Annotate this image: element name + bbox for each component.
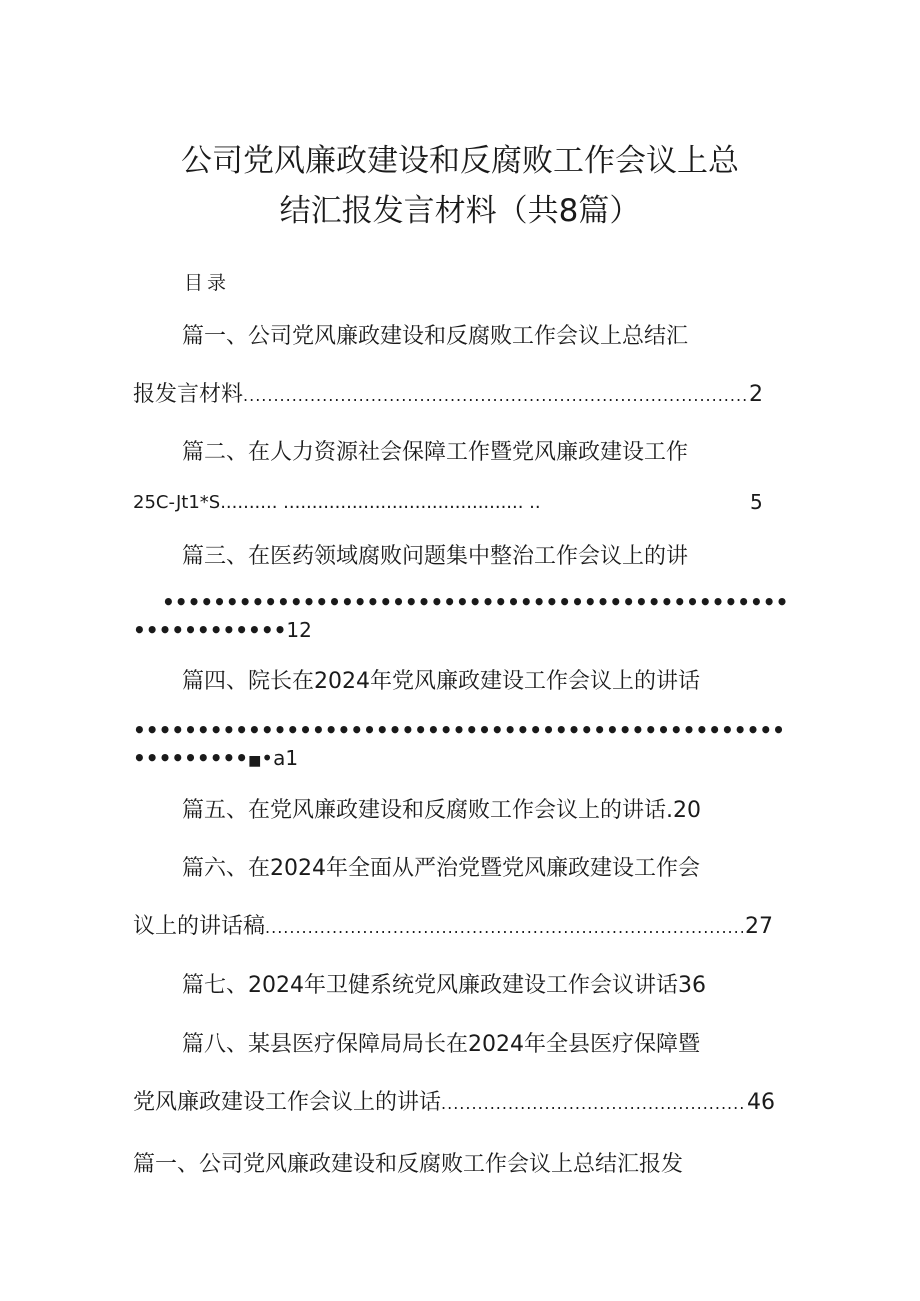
toc-entry-8-page: 46 [747, 1090, 775, 1115]
toc-entry-2-line-1[interactable]: 篇二、在人力资源社会保障工作暨党风廉政建设工作 [182, 440, 689, 465]
body-section-heading: 篇一、公司党风廉政建设和反腐败工作会议上总结汇报发 [133, 1152, 684, 1177]
toc-heading: 目录 [184, 272, 231, 294]
toc-entry-3-dots: •••••••••••• [133, 618, 287, 642]
toc-entry-2-page: 5 [750, 490, 763, 514]
toc-entry-4-page: •a1 [261, 746, 299, 770]
toc-entry-4-dots: ••••••••• [133, 746, 249, 770]
dot-leader-row [133, 720, 785, 740]
toc-entry-8-leader[interactable] [133, 1092, 775, 1114]
toc-entry-1-page: 2 [749, 382, 763, 407]
document-title-line-1: 公司党风廉政建设和反腐败工作会议上总 [181, 143, 739, 179]
toc-entry-3-tail[interactable] [133, 620, 312, 640]
toc-entry-3-page: 12 [286, 618, 312, 642]
dot-leader [243, 388, 747, 404]
toc-entry-5-line-1[interactable]: 篇五、在党风廉政建设和反腐败工作会议上的讲话.20 [182, 798, 701, 823]
dot-leader-row [162, 592, 788, 612]
toc-entry-6-leader[interactable] [133, 916, 773, 938]
toc-entry-4-tail[interactable] [133, 748, 298, 768]
toc-entry-7-line-1[interactable]: 篇七、2024年卫健系统党风廉政建设工作会议讲话36 [182, 973, 706, 998]
toc-entry-4-mark: ■ [248, 753, 262, 769]
document-title-line-2: 结汇报发言材料（共8篇） [279, 193, 641, 229]
toc-entry-2-line-2[interactable]: 25C-Jt1*S.......... .......................................... .. [133, 492, 541, 513]
toc-entry-1-line-1[interactable]: 篇一、公司党风廉政建设和反腐败工作会议上总结汇 [182, 324, 689, 349]
toc-entry-1-leader[interactable] [133, 384, 763, 406]
toc-entry-6-line-1[interactable]: 篇六、在2024年全面从严治党暨党风廉政建设工作会 [182, 856, 700, 881]
toc-entry-1-line-2: 报发言材料 [133, 382, 244, 407]
toc-entry-6-page: 27 [745, 914, 773, 939]
toc-entry-8-line-1[interactable]: 篇八、某县医疗保障局局长在2024年全县医疗保障暨 [182, 1032, 700, 1057]
dot-leader [441, 1096, 745, 1112]
toc-entry-4-line-1[interactable]: 篇四、院长在2024年党风廉政建设工作会议上的讲话 [182, 669, 700, 694]
dot-leader [265, 920, 743, 936]
toc-entry-3-line-1[interactable]: 篇三、在医药领域腐败问题集中整治工作会议上的讲 [182, 544, 689, 569]
toc-entry-6-line-2: 议上的讲话稿 [133, 914, 266, 939]
toc-entry-8-line-2: 党风廉政建设工作会议上的讲话 [133, 1090, 442, 1115]
